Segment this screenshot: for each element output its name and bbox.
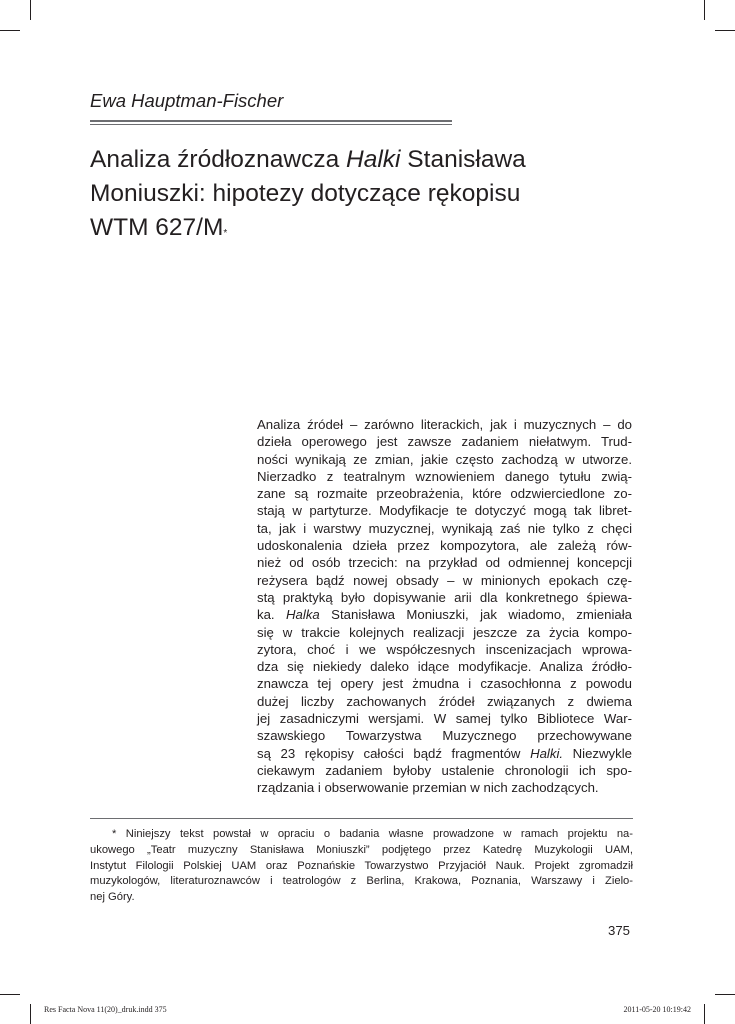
crop-mark-bottom-right-horizontal <box>715 994 735 995</box>
body-line: reżysera bądź nowej obsady – w minionych epokach czę- <box>257 572 632 588</box>
crop-mark-bottom-left-horizontal <box>0 994 20 995</box>
footnote-line: ukowego „Teatr muzyczny Stanisława Moniuszki” podjętego przez Katedrę Muzykologii UAM, <box>90 843 633 856</box>
body-line: ciekawym zadaniem byłoby ustalenie chronologii ich spo- <box>257 762 632 778</box>
italic-work-halka: Halka <box>286 607 320 623</box>
title-line-3: WTM 627/M* <box>90 214 228 241</box>
footnote <box>90 827 633 906</box>
crop-mark-top-left-horizontal <box>0 30 20 31</box>
crop-mark-bottom-right-vertical <box>704 1004 705 1024</box>
body-line: ka. Halka Stanisława Moniuszki, jak wiadomo, zmieniała <box>257 607 632 623</box>
slug-file-name: Res Facta Nova 11(20)_druk.indd 375 <box>44 1005 167 1014</box>
body-line: stają w partyturze. Modyfikacje te dotyczyć mogą tak libret- <box>257 503 632 519</box>
header-rule-thin <box>90 124 452 125</box>
body-line: udoskonalenia dzieła przez kompozytora, ale zależą rów- <box>257 538 632 554</box>
body-line: zytora, choć i we współczesnych inscenizacjach wprowa- <box>257 641 632 657</box>
footnote-line: muzykologów, literaturoznawców i teatrologów z Berlina, Krakowa, Poznania, Warszawy i Zielo- <box>90 875 633 888</box>
title-italic-work: Halki <box>346 146 401 173</box>
title-line-2: Moniuszki: hipotezy dotyczące rękopisu <box>90 180 521 207</box>
footnote-line: Instytut Filologii Polskiej UAM oraz Poznańskie Towarzystwo Przyjaciół Nauk. Projekt zgromadził <box>90 859 633 872</box>
body-line: ta, jak i warstwy muzycznej, wynikają zaś nie tylko z chęci <box>257 520 632 536</box>
body-line: Nierzadko z teatralnym wznowieniem danego tytułu zwią- <box>257 468 632 484</box>
body-line: ności wynikają ze zmian, jakie często zachodzą w utworze. <box>257 451 632 467</box>
body-line: szawskiego Towarzystwa Muzycznego przechowywane <box>257 728 632 744</box>
article-title <box>90 143 610 245</box>
crop-mark-top-right-horizontal <box>715 30 735 31</box>
footnote-line: * Niniejszy tekst powstał w opraciu o badania własne prowadzone w ramach projektu na- <box>112 828 633 840</box>
crop-mark-top-right-vertical <box>704 0 705 20</box>
body-line: jej zasadniczymi wersjami. W samej tylko Bibliotece War- <box>257 711 632 727</box>
body-line: Analiza źródeł – zarówno literackich, jak i muzycznych – do <box>257 417 632 432</box>
body-line: stą praktyką było dopisywanie arii dla konkretnego śpiewa- <box>257 589 632 605</box>
title-line-1: Analiza źródłoznawcza Halki Stanisława <box>90 146 526 173</box>
body-line: dza się niekiedy daleko idące modyfikacje. Analiza źródło- <box>257 659 632 675</box>
footnote-rule <box>90 818 633 819</box>
title-footnote-marker: * <box>223 228 228 239</box>
italic-work-halki: Halki. <box>530 745 564 761</box>
slug-timestamp: 2011-05-20 10:19:42 <box>623 1005 691 1014</box>
body-paragraph <box>257 416 632 797</box>
page-number: 375 <box>608 923 631 938</box>
body-line: zane są rozmaite przeobrażenia, które odzwierciedlone zo- <box>257 486 632 502</box>
crop-mark-top-left-vertical <box>30 0 31 20</box>
header-rule-thick <box>90 120 452 122</box>
body-line: znawcza tej opery jest żmudna i czasochłonna z powodu <box>257 676 632 692</box>
body-line: są 23 rękopisy całości bądź fragmentów Halki. Niezwykle <box>257 745 632 761</box>
body-line: się w trakcie kolejnych realizacji jeszcze za życia kompo- <box>257 624 632 640</box>
body-line: dużej liczby zachowanych źródeł związanych z dwiema <box>257 693 632 709</box>
crop-mark-bottom-left-vertical <box>30 1004 31 1024</box>
author-name: Ewa Hauptman-Fischer <box>90 90 284 111</box>
body-line: dzieła operowego jest zawsze zadaniem niełatwym. Trud- <box>257 434 632 450</box>
body-line: nież od osób trzecich: na przykład od odmiennej koncepcji <box>257 555 632 571</box>
body-line: rządzania i obserwowanie przemian w nich zachodzących. <box>257 780 599 796</box>
footnote-line: nej Góry. <box>90 891 135 904</box>
